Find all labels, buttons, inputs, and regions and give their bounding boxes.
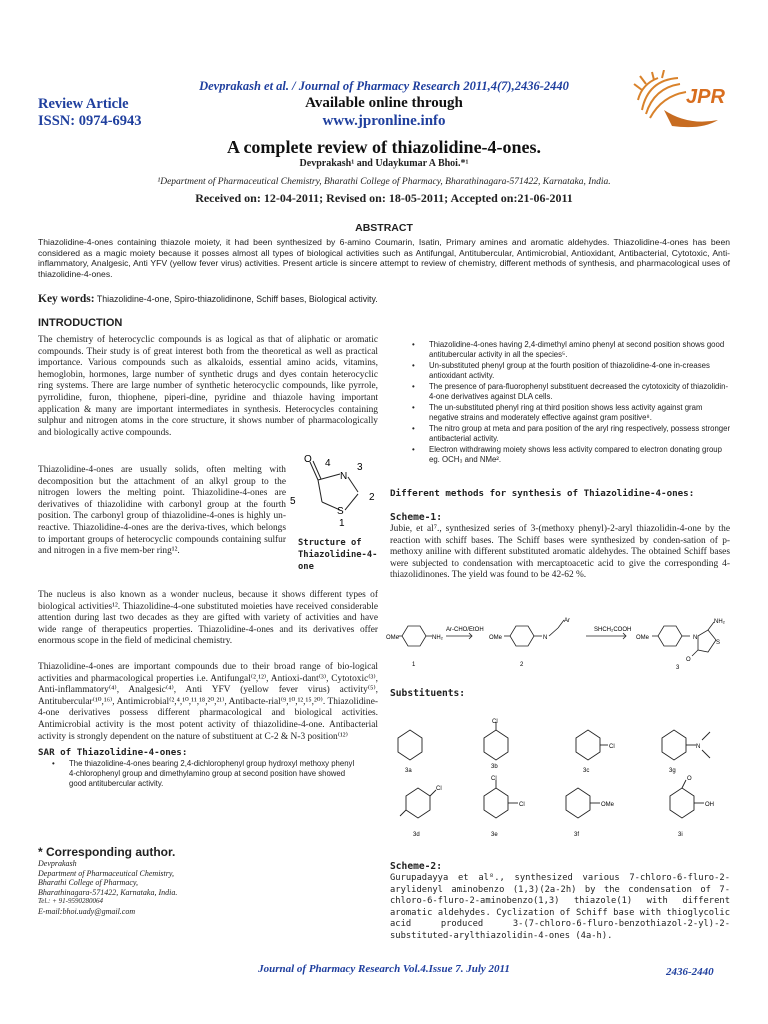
substituent-3f: 3f xyxy=(574,832,580,838)
author-affiliation: ¹Department of Pharmaceutical Chemistry, Bharathi College of Pharmacy, Bharathinagara-571422, Karnataka, India. xyxy=(157,177,611,187)
journal-citation-header: Devprakash et al. / Journal of Pharmacy Research 2011,4(7),2436-2440 xyxy=(199,79,569,93)
structure-caption: Structure of Thiazolidine-4-one xyxy=(298,538,378,572)
abstract-heading: ABSTRACT xyxy=(355,222,413,234)
scheme1-reagent-2: SHCH₂COOH xyxy=(594,627,632,633)
methods-heading: Different methods for synthesis of Thiazolidine-4-ones: xyxy=(390,488,695,499)
footer-journal: Journal of Pharmacy Research Vol.4.Issue 7. July 2011 xyxy=(258,963,510,975)
substituent-3c-cl: Cl xyxy=(609,744,615,750)
sar-list-item: • The thiazolidine-4-ones bearing 2,4-dichlorophenyl group hydroxyl methoxy phenyl 4-chlorophenyl group and dimethylamino group at second position have showed good antitubercular activity. xyxy=(44,759,356,789)
corr-name: Devprakash xyxy=(38,859,77,868)
substituent-3e-cl-top: Cl xyxy=(491,776,497,782)
intro-paragraph-3: The nucleus is also known as a wonder nucleus, because it shows different types of biological activities¹². Thiazolidine-4-one substituted moieties have received considerable attention during last two decades as they are gifted with variety of activities and have wide range of therapeutics properties. Thiazolidine-4-ones and its derivatives offer enormous scope in the field of medicinal chemistry. xyxy=(38,590,378,647)
paper-authors: Devprakash¹ and Udaykumar A Bhoi.*¹ xyxy=(299,158,469,169)
scheme1-n: N xyxy=(543,635,548,641)
keywords xyxy=(38,293,378,305)
scheme1-ome-2: OMe xyxy=(489,635,503,641)
corresponding-author-heading: * Corresponding author. xyxy=(38,845,176,859)
substituents-svg xyxy=(386,718,736,844)
corr-department: Department of Pharmaceutical Chemistry, xyxy=(38,868,174,878)
substituent-3g: 3g xyxy=(669,768,676,774)
intro-paragraph-4: Thiazolidine-4-ones are important compounds due to their broad range of bio-logical activities and pharmacological properties i.e. Antifungal⁽²,¹²⁾, Antioxi-dant⁽³⁾, Cytotoxic⁽³⁾, Anti-inflammatory⁽⁴⁾, Analgesic⁽⁴⁾, Anti YFV (yellow fever virus) activity⁽⁵⁾, Antitubercular⁽¹⁰,¹⁶⁾, Antimicrobial⁽²,⁴,¹⁰,¹¹,¹⁸,²⁰,²¹⁾, Antibacte-rial⁽⁹,¹⁰,¹²,¹⁵,²⁰⁾. Thiazolidine-4-one derivatives possess different pharmacological and biological activities. Antimicrobial activity is the most potent activity of thiazolidine-4-one. Antibacterial activity is strongly dependent on the nature of substituent at C-2 & N-3 position⁽¹²⁾ xyxy=(38,662,378,742)
sar-bullet-list xyxy=(404,340,734,466)
substituent-3i: 3i xyxy=(678,832,683,838)
keywords-label: Key words: xyxy=(38,293,95,305)
substituent-3c: 3c xyxy=(583,768,590,774)
substituent-3b-cl: Cl xyxy=(492,719,498,725)
sar-bullet-item: • The presence of para-fluorophenyl substituent decreased the cytotoxicity of thiazolidin-4-one derivatives against DLA cells. xyxy=(404,382,734,402)
substituent-3i-o: O xyxy=(687,776,692,782)
scheme1-reaction-diagram xyxy=(386,614,732,674)
substituents-diagram xyxy=(386,718,736,844)
sar-list xyxy=(44,759,356,790)
intro-paragraph-1: The chemistry of heterocyclic compounds is as logical as that of aliphatic or aromatic compounds. Their study is of great interest both from the theoretical as well as practical importance. Various compounds such as alkaloids, essential amino acids, vitamins, hemoglobin, hormones, large number of synthetic drugs and dyes contain heterocyclic ring systems. There are large number of synthetic heterocyclic compounds, like pyrrole, pyrrolidine, furon, thiophene, piperi-dine, pyridine and thiazole having important application & many are important intermediates in synthesis. Heterocycles containing sulphur and nitrogen atoms in the core structure, it shows number of pharmacologically and biologically active compounds. xyxy=(38,335,378,438)
scheme2-heading: Scheme-2: xyxy=(390,861,442,872)
sar-heading: SAR of Thiazolidine-4-ones: xyxy=(38,747,188,758)
logo-graphic xyxy=(628,70,736,130)
sar-bullet-item: • Thiazolidine-4-ones having 2,4-dimethyl amino phenyl at second position shows good antitubercular activity in all the species⁵. xyxy=(404,340,734,360)
scheme2-text: Gurupadayya et al⁸., synthesized various 7-chloro-6-fluro-2-arylidenyl aminobenzo (1,3)(2a-2h) by the condensation of 7-chloro-6-fluro-2-aminobenzo(1,3) thiazole(1) with different aromatic aldehydes. Cyclization of Schiff base with thioglycolic acid produced 3-(7-chloro-6-fluro-benzothiazol-2-yl)-2-substituted-arylthiazolidin-4-ones (4a-h). xyxy=(390,873,730,941)
intro-paragraph-2: Thiazolidine-4-ones are usually solids, often melting with decomposition but the attachment of an alkyl group to the nitrogen lowers the melting point. Thiazolidine-4-ones are derivatives of thiazolidine with carbonyl group at the fourth position. The carbonyl group of thiazolidine-4-ones is highly un-reactive. Thiazolidine-4-ones are the deriva-tives, which belongs to important groups of heterocyclic compounds containing sulfur and nitrogen in a five mem-ber ring¹². xyxy=(38,465,286,557)
substituent-3b: 3b xyxy=(491,764,498,770)
scheme1-ome-3: OMe xyxy=(636,635,650,641)
scheme1-o: O xyxy=(686,657,691,663)
structure-sulfur: S xyxy=(337,506,344,517)
corr-phone: Tel.: + 91-9590280064 xyxy=(38,897,103,906)
structure-num-2: 2 xyxy=(369,492,375,503)
scheme1-reagent-1: Ar-CHO/EtOH xyxy=(446,627,484,633)
scheme1-compound-2: 2 xyxy=(520,662,524,668)
abstract-text: Thiazolidine-4-ones containing thiazole moiety, it had been synthesized by 6-amino Coumarin, Isatin, Primary amines and aromatic aldehydes. Thiazolidine-4-ones has been considered as a magic moiety because it posses almost all types of biological activities such as Antifungal, Antitubercular, Antimicrobial, Antioxidant, Antibacterial, Cytotoxic, Anti-inflammatory, Analgesic, Anti YFV (yellow fever virus) activities. Present article is sincere attempt to review of chemistry, different methods of synthesis, and pharmacological uses of thiazolidine-4-ones. xyxy=(38,237,730,279)
submission-dates: Received on: 12-04-2011; Revised on: 18-05-2011; Accepted on:21-06-2011 xyxy=(195,191,573,205)
structure-num-3: 3 xyxy=(357,462,363,473)
sar-bullet-item: • Un-substituted phenyl group at the fourth position of thiazolidine-4-one in-creases antioxidant activity. xyxy=(404,361,734,381)
structure-oxygen: O xyxy=(304,454,312,465)
article-type: Review Article xyxy=(38,96,129,112)
scheme1-n-product: N xyxy=(693,635,698,641)
scheme1-ome-1: OMe xyxy=(386,635,400,641)
journal-url-link[interactable]: www.jpronline.info xyxy=(322,113,446,129)
corr-college: Bharathi College of Pharmacy, xyxy=(38,878,138,888)
thiazolidinone-structure xyxy=(290,452,382,532)
keywords-text: Thiazolidine-4-one, Spiro-thiazolidinone, Schiff bases, Biological activity. xyxy=(96,294,378,304)
scheme1-nh2: NH₂ xyxy=(432,635,443,641)
sar-bullet-item: • The un-substituted phenyl ring at third position shows less activity against gram negative strains and moderately effective against gram positive⁸. xyxy=(404,403,734,423)
substituent-3g-n: N xyxy=(696,744,701,750)
sar-bullet-item: • Electron withdrawing moiety shows less activity compared to electron donating group eg. OCH₃ and NMe². xyxy=(404,445,734,465)
corr-email-link[interactable]: E-mail:bhoi.uady@gmail.com xyxy=(38,906,136,916)
corr-address: Bharathinagara-571422, Karnataka, India. xyxy=(38,887,178,897)
issn: ISSN: 0974-6943 xyxy=(38,113,142,129)
substituents-heading: Substituents: xyxy=(390,688,466,699)
footer-pages: 2436-2440 xyxy=(666,966,714,978)
jpr-logo xyxy=(628,70,736,130)
substituent-3i-oh: OH xyxy=(705,802,714,808)
scheme1-compound-1: 1 xyxy=(412,662,416,668)
substituent-3d-cl: Cl xyxy=(436,786,442,792)
structure-num-5: 5 xyxy=(290,496,296,507)
paper-title: A complete review of thiazolidine-4-ones. xyxy=(226,137,542,157)
structure-num-4: 4 xyxy=(325,458,331,469)
structure-num-1: 1 xyxy=(339,518,345,529)
scheme1-compound-3: 3 xyxy=(676,665,680,671)
thiazolidinone-ring-diagram xyxy=(290,452,382,532)
substituent-3d: 3d xyxy=(413,832,420,838)
sar-bullet-item: • The nitro group at meta and para position of the aryl ring respectively, possess stronger antibacterial activity. xyxy=(404,424,734,444)
introduction-heading: INTRODUCTION xyxy=(38,317,123,329)
scheme1-s: S xyxy=(716,640,721,646)
structure-nitrogen: N xyxy=(340,471,348,482)
online-availability: Available online through xyxy=(305,95,463,111)
scheme1-text: Jubie, et al⁷., synthesized series of 3-(methoxy phenyl)-2-aryl thiazolidin-4-one by the reaction with schiff bases. The Schiff bases were synthesized by conden-sation of p-methoxy aniline with different substituted aromatic aldehydes. The obtained Schiff bases were subjected to condensation with mercaptoacetic acid to give the corresponding 4-thiazolidinones. The yield was found to be 42-62 %. xyxy=(390,524,730,581)
scheme1-ar: Ar xyxy=(564,618,570,624)
corresponding-author-box xyxy=(38,845,232,933)
scheme1-nh2-product: NH₂ xyxy=(714,619,725,625)
substituent-3f-ome: OMe xyxy=(601,802,615,808)
substituent-3e-cl: Cl xyxy=(519,802,525,808)
logo-text: JPR xyxy=(686,86,725,108)
substituent-3e: 3e xyxy=(491,832,498,838)
scheme1-heading: Scheme-1: xyxy=(390,512,442,523)
scheme1-svg xyxy=(386,614,732,674)
substituent-3a: 3a xyxy=(405,768,412,774)
